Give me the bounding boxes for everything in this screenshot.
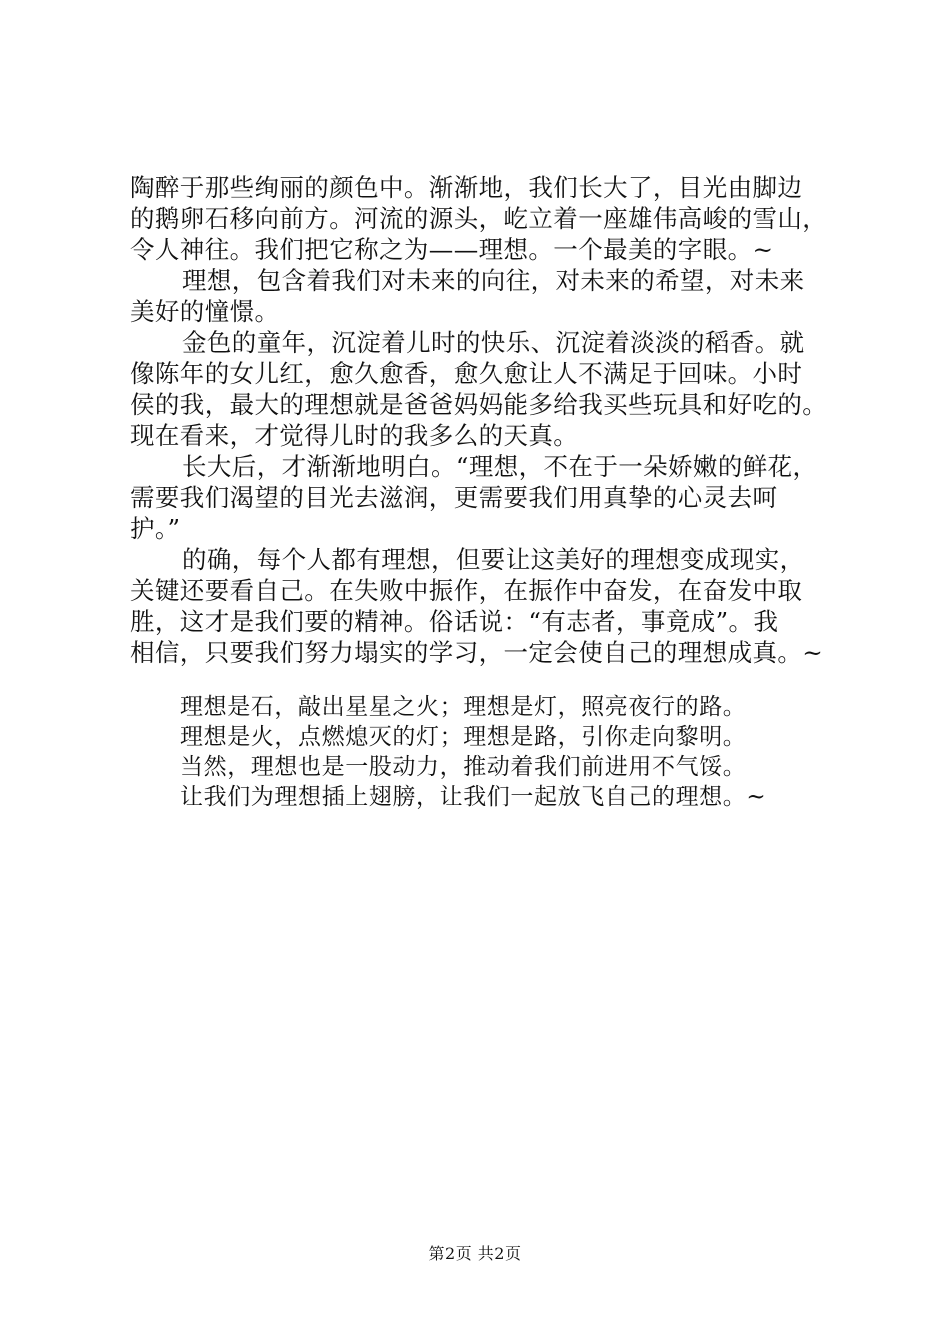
poem-line: 理想是石，敲出星星之火；理想是灯，照亮夜行的路。 (180, 694, 747, 720)
text-line: 理想，包含着我们对未来的向往，对未来的希望，对未来 (182, 266, 805, 295)
text-line: 侯的我，最大的理想就是爸爸妈妈能多给我买些玩具和好吃的。 (130, 390, 828, 419)
poem-line: 让我们为理想插上翅膀，让我们一起放飞自己的理想。~ (180, 784, 767, 810)
text-line: 陶醉于那些绚丽的颜色中。渐渐地，我们长大了，目光由脚边 (130, 173, 803, 202)
text-line: 需要我们渴望的目光去滋润，更需要我们用真挚的心灵去呵 (130, 483, 778, 512)
text-line: 令人神往。我们把它称之为——理想。一个最美的字眼。~ (130, 235, 774, 264)
poem-line: 当然，理想也是一股动力，推动着我们前进用不气馁。 (180, 754, 747, 780)
text-line: 金色的童年，沉淀着儿时的快乐、沉淀着淡淡的稻香。就 (182, 328, 805, 357)
body-text (130, 172, 840, 668)
text-line: 的鹅卵石移向前方。河流的源头，屹立着一座雄伟高峻的雪山， (130, 204, 828, 233)
text-line: 现在看来，才觉得儿时的我多么的天真。 (130, 421, 579, 450)
poem-line: 理想是火，点燃熄灭的灯；理想是路，引你走向黎明。 (180, 724, 747, 750)
text-line: 长大后，才渐渐地明白。“理想，不在于一朵娇嫩的鲜花， (182, 452, 818, 481)
text-line: 像陈年的女儿红，愈久愈香，愈久愈让人不满足于回味。小时 (130, 359, 803, 388)
text-line: 护。” (130, 514, 181, 543)
poem-block (180, 692, 840, 812)
text-line: 相信，只要我们努力塌实的学习，一定会使自己的理想成真。~ (130, 638, 824, 667)
text-line: 胜，这才是我们要的精神。俗话说：“有志者，事竟成”。我 (130, 607, 779, 636)
text-line: 的确，每个人都有理想，但要让这美好的理想变成现实， (182, 545, 805, 574)
text-line: 关键还要看自己。在失败中振作，在振作中奋发，在奋发中取 (130, 576, 803, 605)
text-line: 美好的憧憬。 (130, 297, 280, 326)
page-number-footer: 第2页 共2页 (428, 1244, 522, 1263)
